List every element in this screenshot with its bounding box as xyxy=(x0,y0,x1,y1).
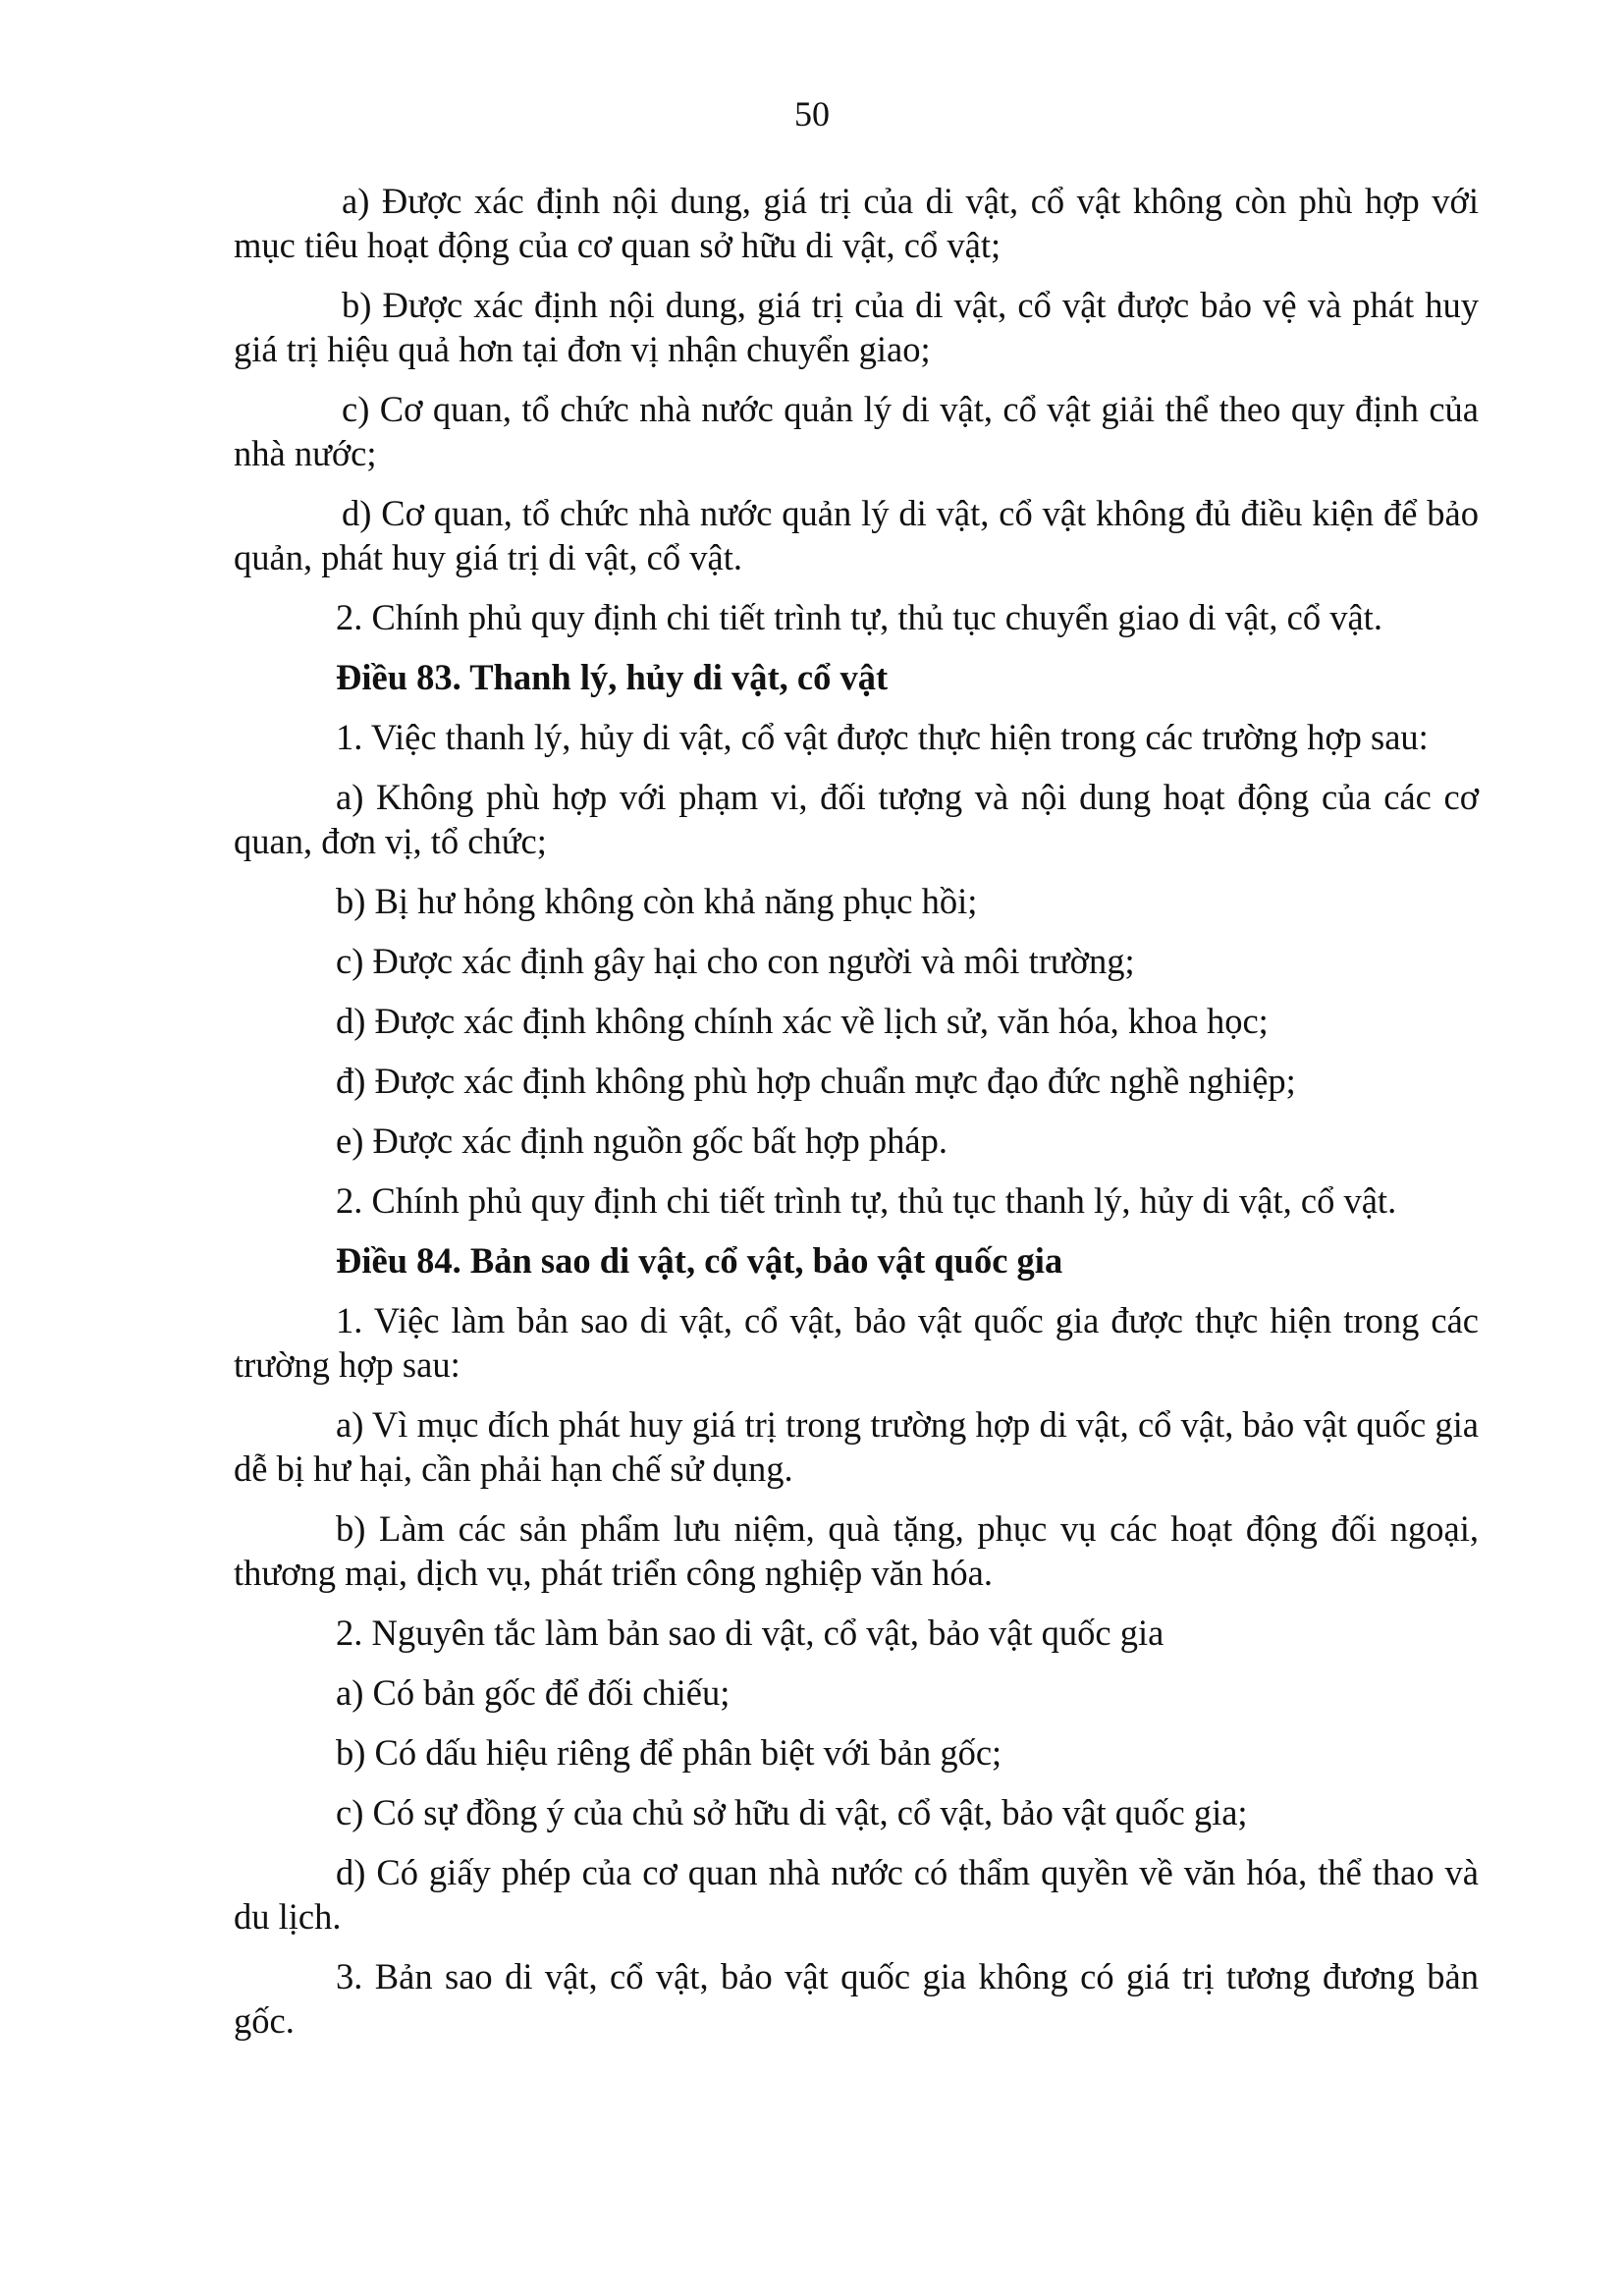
paragraph-84-2: 2. Nguyên tắc làm bản sao di vật, cổ vật, bảo vật quốc gia xyxy=(336,1613,1164,1653)
paragraph-83-1: 1. Việc thanh lý, hủy di vật, cổ vật được thực hiện trong các trường hợp sau: xyxy=(336,717,1429,757)
paragraph-82-2: 2. Chính phủ quy định chi tiết trình tự, thủ tục chuyển giao di vật, cổ vật. xyxy=(336,597,1382,637)
paragraph-84-2b: b) Có dấu hiệu riêng để phân biệt với bản gốc; xyxy=(336,1732,1002,1773)
paragraph-84-1a: a) Vì mục đích phát huy giá trị trong trường hợp di vật, cổ vật, bảo vật quốc gia dễ bị hư hại, cần phải hạn chế sử dụng. xyxy=(234,1404,1479,1489)
paragraph-83-1c: c) Được xác định gây hại cho con người và môi trường; xyxy=(336,941,1135,981)
paragraph-82-1d: d) Cơ quan, tổ chức nhà nước quản lý di vật, cổ vật không đủ điều kiện để bảo quản, phát huy giá trị di vật, cổ vật. xyxy=(234,493,1479,577)
paragraph-82-1a: a) Được xác định nội dung, giá trị của di vật, cổ vật không còn phù hợp với mục tiêu hoạt động của cơ quan sở hữu di vật, cổ vật; xyxy=(234,181,1479,265)
paragraph-84-1: 1. Việc làm bản sao di vật, cổ vật, bảo vật quốc gia được thực hiện trong các trường hợp sau: xyxy=(234,1300,1479,1385)
paragraph-84-3: 3. Bản sao di vật, cổ vật, bảo vật quốc gia không có giá trị tương đương bản gốc. xyxy=(234,1956,1479,2041)
paragraph-84-2d: d) Có giấy phép của cơ quan nhà nước có thẩm quyền về văn hóa, thể thao và du lịch. xyxy=(234,1852,1479,1937)
article-83-heading: Điều 83. Thanh lý, hủy di vật, cổ vật xyxy=(336,657,889,697)
paragraph-83-1a: a) Không phù hợp với phạm vi, đối tượng và nội dung hoạt động của các cơ quan, đơn vị, tổ chức; xyxy=(234,777,1479,861)
paragraph-83-1e: e) Được xác định nguồn gốc bất hợp pháp. xyxy=(336,1121,947,1161)
paragraph-84-2c: c) Có sự đồng ý của chủ sở hữu di vật, cổ vật, bảo vật quốc gia; xyxy=(336,1792,1248,1832)
paragraph-82-1b: b) Được xác định nội dung, giá trị của di vật, cổ vật được bảo vệ và phát huy giá trị hiệu quả hơn tại đơn vị nhận chuyển giao; xyxy=(234,285,1479,369)
paragraph-83-2: 2. Chính phủ quy định chi tiết trình tự, thủ tục thanh lý, hủy di vật, cổ vật. xyxy=(336,1180,1397,1221)
paragraph-82-1c: c) Cơ quan, tổ chức nhà nước quản lý di vật, cổ vật giải thể theo quy định của nhà nước; xyxy=(234,389,1479,473)
paragraph-83-1dd: đ) Được xác định không phù hợp chuẩn mực đạo đức nghề nghiệp; xyxy=(336,1061,1296,1101)
paragraph-83-1b: b) Bị hư hỏng không còn khả năng phục hồi; xyxy=(336,881,978,921)
article-84-heading: Điều 84. Bản sao di vật, cổ vật, bảo vật quốc gia xyxy=(336,1240,1063,1281)
paragraph-83-1d: d) Được xác định không chính xác về lịch sử, văn hóa, khoa học; xyxy=(336,1001,1269,1041)
page-number: 50 xyxy=(794,94,830,134)
paragraph-84-2a: a) Có bản gốc để đối chiếu; xyxy=(336,1672,731,1713)
document-body xyxy=(234,179,1479,2058)
paragraph-84-1b: b) Làm các sản phẩm lưu niệm, quà tặng, phục vụ các hoạt động đối ngoại, thương mại, dịch vụ, phát triển công nghiệp văn hóa. xyxy=(234,1508,1479,1593)
